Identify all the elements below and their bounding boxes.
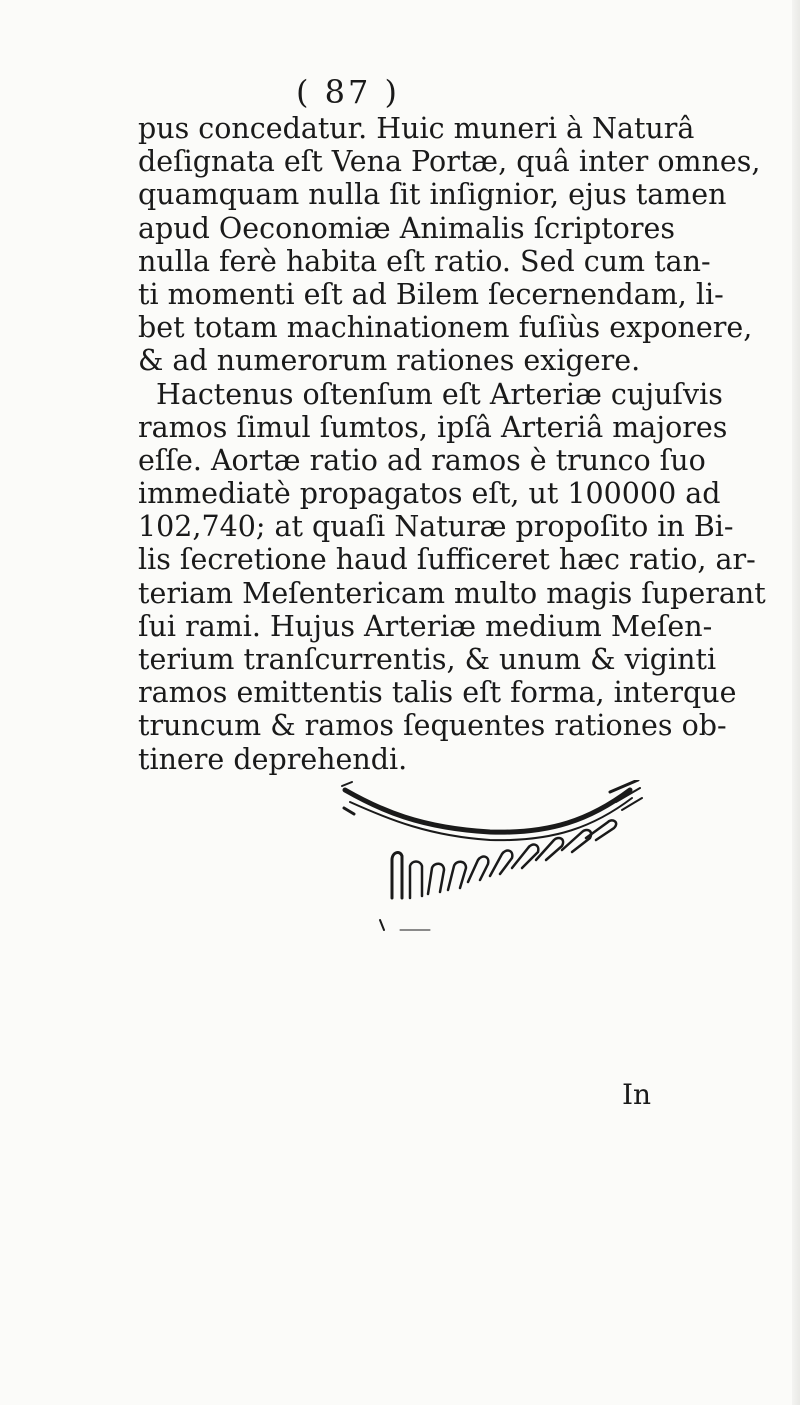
text-line: ramos ſimul ſumtos, ipſâ Arteriâ majores: [138, 410, 728, 444]
mesenteric-artery-figure: [340, 780, 660, 970]
text-line: terium tranſcurrentis, & unum & viginti: [138, 643, 717, 676]
catchword: In: [622, 1078, 652, 1111]
text-line: immediatè propagatos eſt, ut 100000 ad: [138, 477, 721, 511]
text-line: eſſe. Aortæ ratio ad ramos è trunco ſuo: [138, 443, 706, 477]
text-line: truncum & ramos ſequentes rationes ob-: [138, 709, 727, 743]
text-line: deſignata eſt Vena Portæ, quâ inter omnes,: [138, 145, 761, 179]
text-line: quamquam nulla ſit inſignior, ejus tamen: [138, 178, 727, 212]
text-line: apud Oeconomiæ Animalis ſcriptores: [138, 211, 675, 245]
text-line: bet totam machinationem fuſiùs exponere,: [138, 311, 753, 345]
page-number: ( 87 ): [295, 73, 401, 111]
text-line: lis ſecretione haud ſufficeret hæc ratio, ar-: [138, 543, 756, 577]
text-line: pus concedatur. Huic muneri à Naturâ: [138, 112, 695, 145]
text-line: tinere deprehendi.: [138, 742, 408, 776]
page-edge: [792, 0, 800, 1405]
text-line: ramos emittentis talis eſt forma, interque: [138, 676, 737, 710]
body-text: [138, 112, 766, 776]
text-line: 102,740; at quaſi Naturæ propoſito in Bi-: [138, 510, 734, 544]
text-line: ſui rami. Hujus Arteriæ medium Meſen-: [138, 609, 713, 643]
text-line: nulla ferè habita eſt ratio. Sed cum tan-: [138, 244, 711, 278]
text-line: ti momenti eſt ad Bilem ſecernendam, li-: [138, 277, 724, 311]
text-line: Hactenus oſtenſum eſt Arteriæ cujuſvis: [156, 377, 723, 411]
text-line: & ad numerorum rationes exigere.: [138, 344, 641, 378]
text-line: teriam Meſentericam multo magis ſuperant: [138, 576, 766, 610]
